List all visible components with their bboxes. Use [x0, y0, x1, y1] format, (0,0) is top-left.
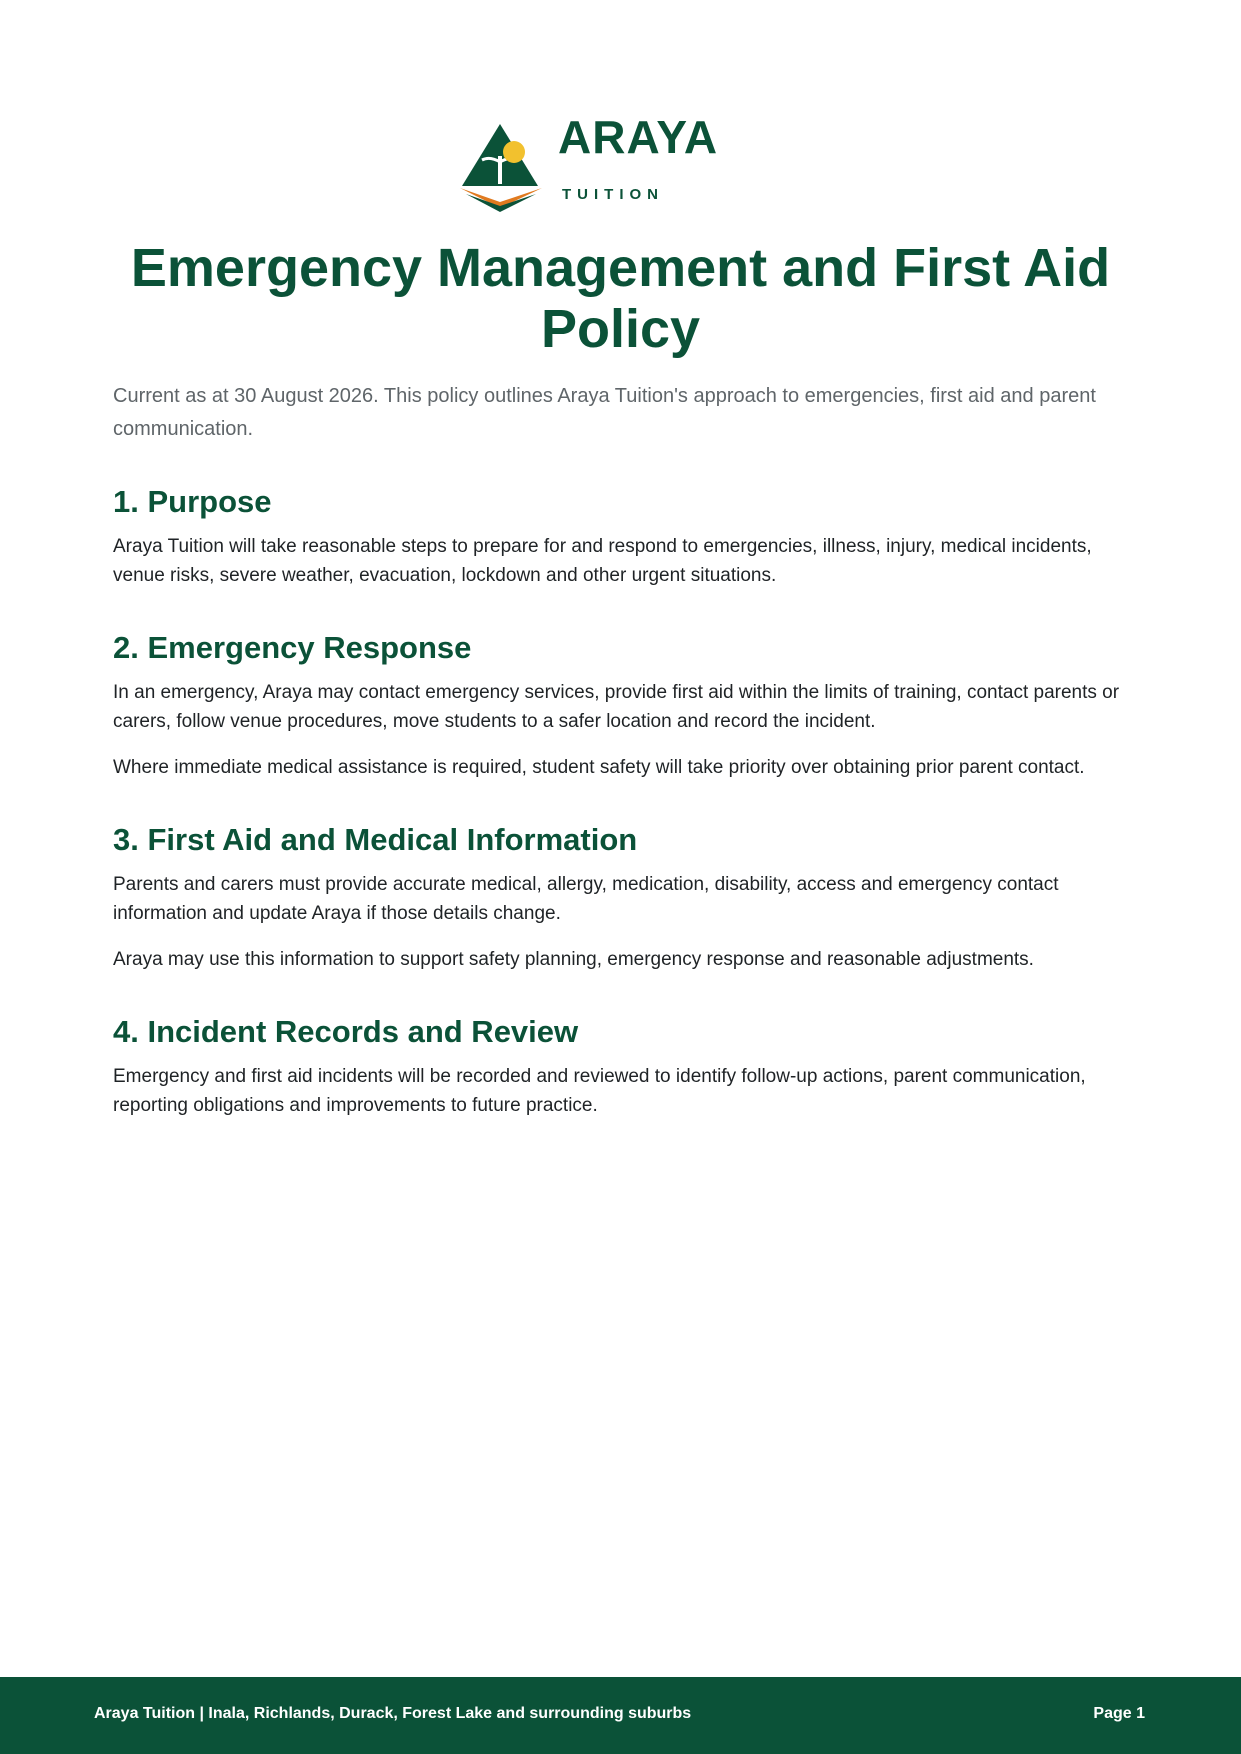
araya-logo [460, 111, 790, 218]
section-paragraph: Parents and carers must provide accurate medical, allergy, medication, disability, access and emergency contact information and update Araya if those details change. [113, 874, 1059, 924]
section-paragraph: In an emergency, Araya may contact emergency services, provide first aid within the limits of training, contact parents or carers, follow venue procedures, move students to a safer location and record the incident. [113, 682, 1120, 732]
section-paragraph: Araya Tuition will take reasonable steps to prepare for and respond to emergencies, illness, injury, medical incidents, venue risks, severe weather, evacuation, lockdown and other urgent situations. [113, 536, 1092, 586]
footer-locations: Araya Tuition | Inala, Richlands, Durack, Forest Lake and surrounding suburbs [94, 1705, 692, 1722]
logo-tagline: TUITION [562, 186, 664, 203]
araya-logo-mark-icon [460, 122, 542, 214]
section-paragraph: Araya may use this information to support safety planning, emergency response and reasonable adjustments. [113, 949, 1034, 970]
policy-content [113, 380, 1133, 1120]
intro-text: Current as at 30 August 2026. This policy outlines Araya Tuition's approach to emergencies, first aid and parent communication. [113, 385, 1096, 440]
section-heading-emergency-response: 2. Emergency Response [113, 630, 472, 665]
page-title: Emergency Management and First Aid Policy [130, 238, 1111, 359]
section-paragraph: Where immediate medical assistance is required, student safety will take priority over obtaining prior parent contact. [113, 757, 1085, 778]
section-heading-incident-records: 4. Incident Records and Review [113, 1014, 579, 1049]
page-footer [0, 1677, 1241, 1754]
section-heading-first-aid: 3. First Aid and Medical Information [113, 822, 638, 857]
logo-brand-text: ARAYA [558, 111, 719, 163]
page-number: Page 1 [1093, 1705, 1145, 1722]
section-heading-purpose: 1. Purpose [113, 484, 272, 519]
section-paragraph: Emergency and first aid incidents will be recorded and reviewed to identify follow-up actions, parent communication, reporting obligations and improvements to future practice. [113, 1066, 1086, 1116]
